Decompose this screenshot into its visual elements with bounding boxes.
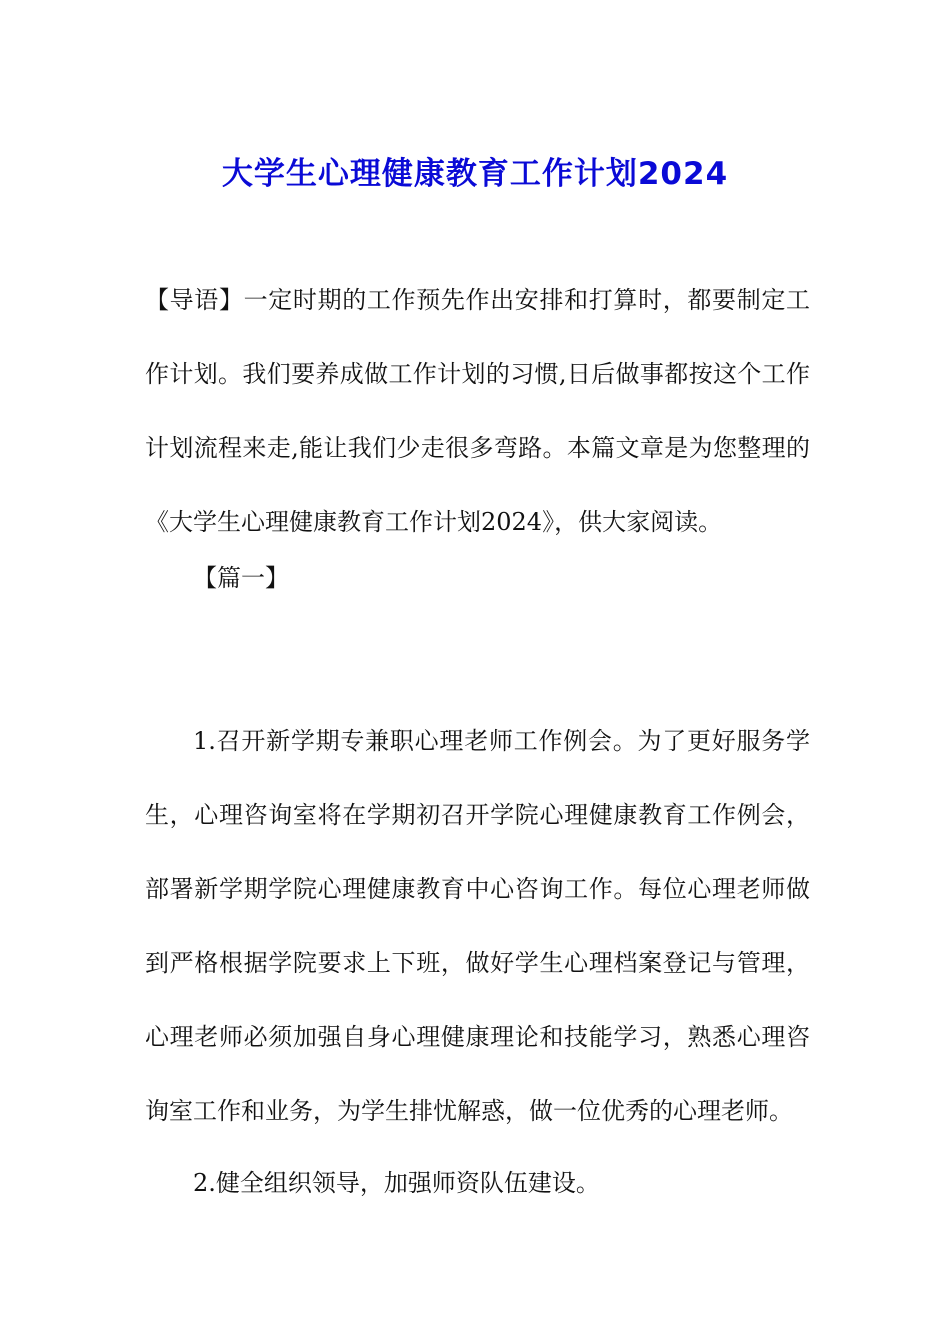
intro-paragraph: 【导语】一定时期的工作预先作出安排和打算时，都要制定工作计划。我们要养成做工作计划的习惯,日后做事都按这个工作计划流程来走,能让我们少走很多弯路。本篇文章是为您整理的《大学生心理健康教育工作计划2024》，供大家阅读。 [145, 286, 810, 536]
list-item-1-paragraph: 1.召开新学期专兼职心理老师工作例会。为了更好服务学生，心理咨询室将在学期初召开学院心理健康教育工作例会，部署新学期学院心理健康教育中心咨询工作。每位心理老师做到严格根据学院要求上下班，做好学生心理档案登记与管理，心理老师必须加强自身心理健康理论和技能学习，熟悉心理咨询室工作和业务，为学生排忧解惑，做一位优秀的心理老师。 [145, 727, 810, 1125]
list-item-2-paragraph: 2.健全组织领导，加强师资队伍建设。 [193, 1169, 600, 1197]
section-heading: 【篇一】 [193, 564, 289, 592]
document-title: 大学生心理健康教育工作计划2024 [221, 155, 729, 192]
